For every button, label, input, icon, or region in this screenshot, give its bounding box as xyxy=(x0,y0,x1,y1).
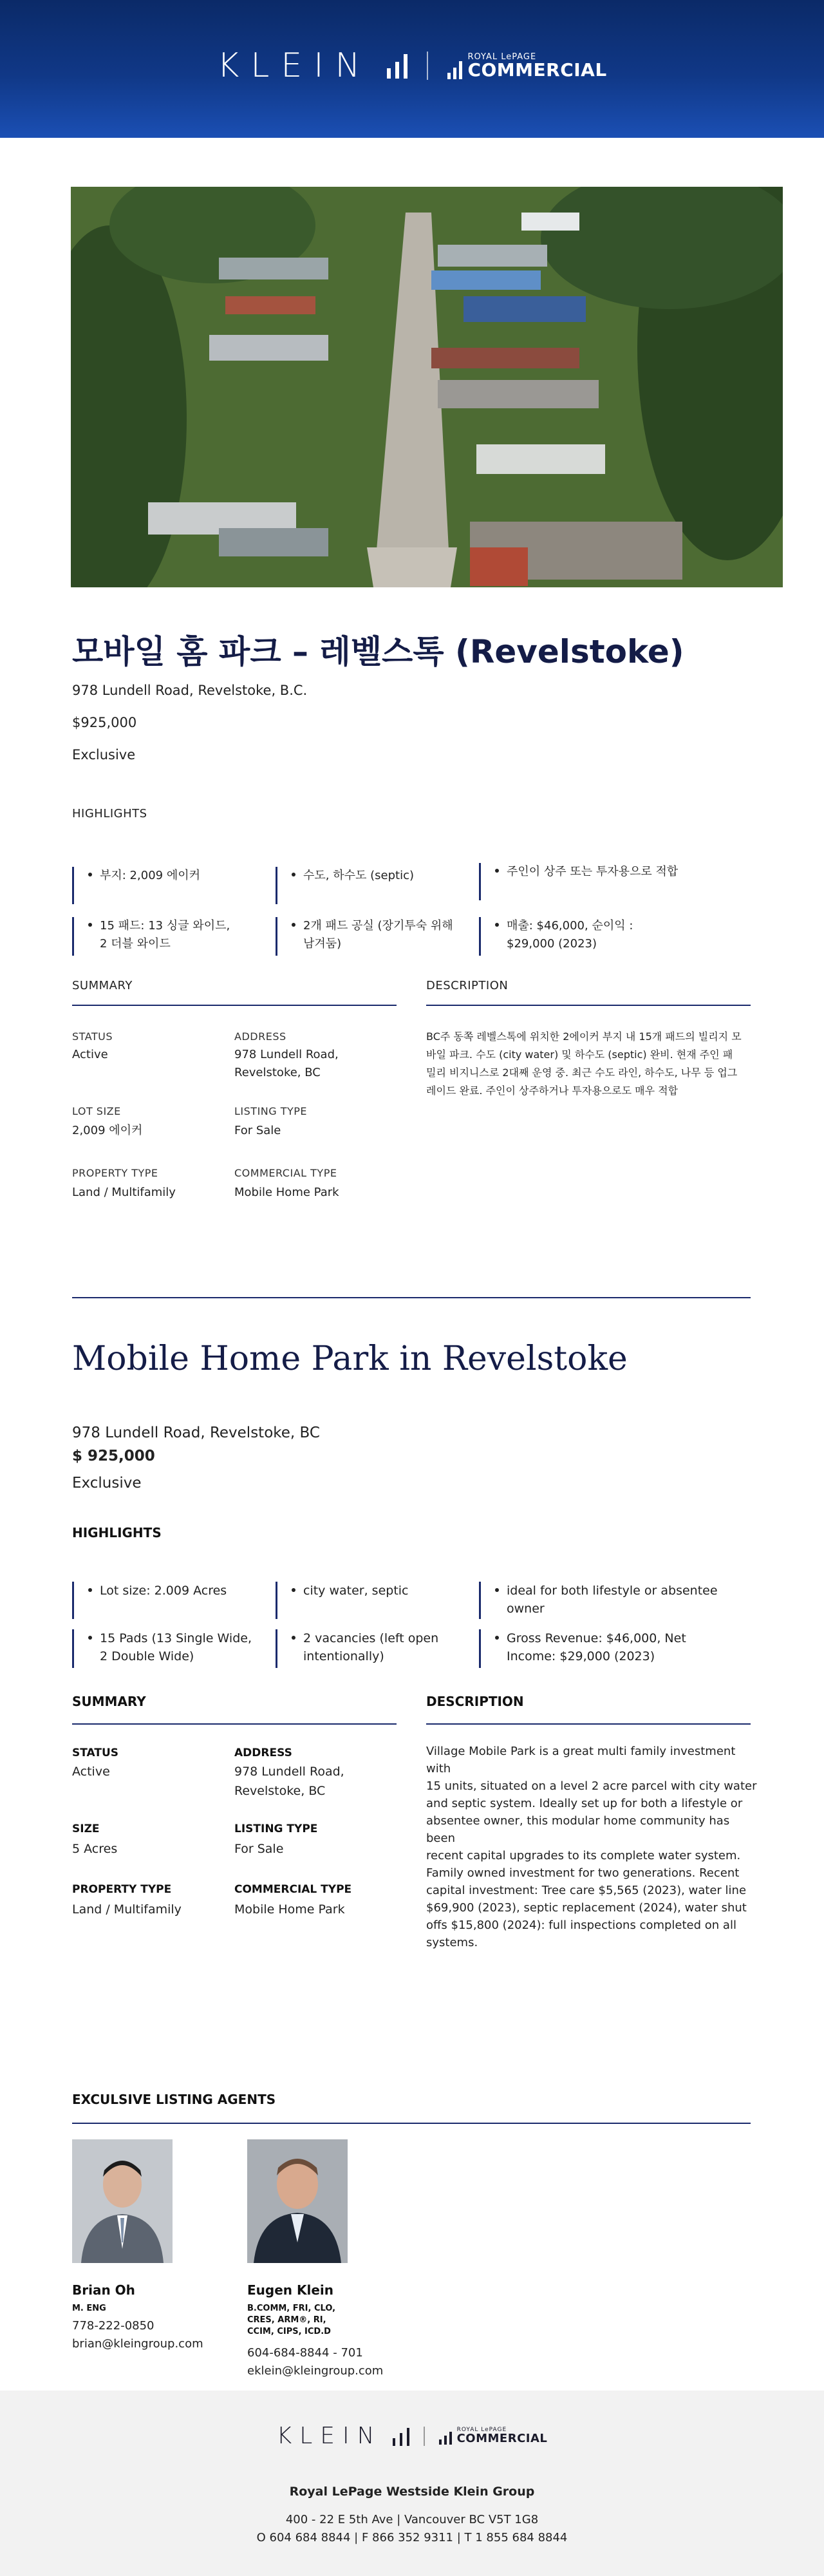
ko-listing-status: Exclusive xyxy=(72,747,136,762)
footer-klein-wordmark: KLEIN xyxy=(276,2423,382,2449)
en-address-value-2: Revelstoke, BC xyxy=(234,1784,326,1798)
en-listing-status: Exclusive xyxy=(72,1475,142,1492)
agent-phone[interactable]: 604-684-8844 - 701 xyxy=(247,2346,363,2360)
ko-description-heading: DESCRIPTION xyxy=(426,979,509,992)
ko-highlight-item: 2개 패드 공실 (장기투숙 위해 남겨둠) xyxy=(276,917,469,956)
ko-lot-value: 2,009 에이커 xyxy=(72,1124,143,1137)
rlp-line1: ROYAL LePAGE xyxy=(467,52,537,62)
en-highlight-item: city water, septic xyxy=(276,1582,469,1619)
klein-wordmark: KLEIN xyxy=(217,46,372,85)
en-highlight-item: 2 vacancies (left open intentionally) xyxy=(276,1629,469,1668)
ko-summary-rule xyxy=(72,1005,397,1006)
ko-ptype-value: Land / Multifamily xyxy=(72,1186,176,1199)
en-address-label: ADDRESS xyxy=(234,1747,292,1759)
ko-ptype-label: PROPERTY TYPE xyxy=(72,1167,158,1179)
ko-price: $925,000 xyxy=(72,715,137,730)
ko-description-rule xyxy=(426,1005,751,1006)
rlp-line2: COMMERCIAL xyxy=(467,59,607,80)
ko-address: 978 Lundell Road, Revelstoke, B.C. xyxy=(72,683,308,698)
ko-highlight-item: 부지: 2,009 에이커 xyxy=(72,867,265,904)
en-highlight-item: 15 Pads (13 Single Wide, 2 Double Wide) xyxy=(72,1629,272,1668)
en-status-value: Active xyxy=(72,1765,110,1779)
en-size-value: 5 Acres xyxy=(72,1842,118,1856)
ko-status-label: STATUS xyxy=(72,1030,113,1043)
agents-rule xyxy=(72,2123,751,2124)
logo-divider xyxy=(427,52,428,80)
agent-credentials: M. ENG xyxy=(72,2304,106,2313)
ko-summary-heading: SUMMARY xyxy=(72,979,133,992)
ko-address-label: ADDRESS xyxy=(234,1030,286,1043)
en-address-value-1: 978 Lundell Road, xyxy=(234,1765,344,1779)
ko-address-value-1: 978 Lundell Road, xyxy=(234,1048,339,1061)
ko-listing-value: For Sale xyxy=(234,1124,281,1137)
en-ptype-value: Land / Multifamily xyxy=(72,1902,182,1917)
en-ctype-label: COMMERCIAL TYPE xyxy=(234,1883,352,1896)
header-banner xyxy=(0,0,824,138)
footer-rlp-bars-icon xyxy=(439,2430,452,2445)
en-description-heading: DESCRIPTION xyxy=(426,1694,524,1709)
en-highlight-item: Lot size: 2.009 Acres xyxy=(72,1582,265,1619)
en-description-text: Village Mobile Park is a great multi family investment with 15 units, situated on a level 2 acre parcel with city water and septic system. Ideally set up for both a lifestyle or absentee owner, this modular home community has been recent capital upgrades to its complete water system. Family owned investment for two generations. Recent capital investment: Tree care $5,565 (2023), water line $69,900 (2023), septic replacement (2024), water shut offs $15,800 (2024): full inspections completed on all systems. xyxy=(426,1745,757,1949)
agent-email[interactable]: brian@kleingroup.com xyxy=(72,2337,203,2351)
footer-rlp-line1: ROYAL LePAGE xyxy=(456,2427,507,2433)
en-highlights-heading: HIGHLIGHTS xyxy=(72,1525,162,1540)
ko-highlight-item: 매출: $46,000, 순이익 : $29,000 (2023) xyxy=(479,917,685,956)
en-price: $ 925,000 xyxy=(72,1448,155,1464)
property-photo xyxy=(71,187,783,587)
section-divider xyxy=(72,1297,751,1298)
en-ctype-value: Mobile Home Park xyxy=(234,1902,345,1917)
footer-bars-icon xyxy=(393,2427,409,2446)
royal-lepage-logo xyxy=(447,53,606,79)
agents-heading: EXCULSIVE LISTING AGENTS xyxy=(72,2092,276,2107)
en-highlight-item: Gross Revenue: $46,000, Net Income: $29,000 (2023) xyxy=(479,1629,711,1668)
ko-ctype-value: Mobile Home Park xyxy=(234,1186,339,1199)
footer xyxy=(0,2391,824,2576)
agent-photo-eugen xyxy=(247,2139,348,2263)
agent-phone[interactable]: 778-222-0850 xyxy=(72,2319,154,2333)
ko-lot-label: LOT SIZE xyxy=(72,1105,121,1117)
en-listing-value: For Sale xyxy=(234,1842,284,1856)
ko-page-title: 모바일 홈 파크 – 레벨스톡 (Revelstoke) xyxy=(72,633,684,670)
footer-logo[interactable] xyxy=(0,2423,824,2449)
ko-highlight-item: 15 패드: 13 싱글 와이드, 2 더블 와이드 xyxy=(72,917,265,956)
agent-email[interactable]: eklein@kleingroup.com xyxy=(247,2364,384,2378)
en-summary-heading: SUMMARY xyxy=(72,1694,146,1709)
en-status-label: STATUS xyxy=(72,1747,119,1759)
person-icon xyxy=(72,2139,173,2263)
ko-status-value: Active xyxy=(72,1048,108,1061)
agent-credentials: B.COMM, FRI, CLO, CRES, ARM®, RI, CCIM, CIPS, ICD.D xyxy=(247,2304,336,2336)
brand-logo[interactable] xyxy=(217,46,606,85)
rlp-bars-icon xyxy=(447,60,462,79)
ko-highlight-item: 수도, 하수도 (septic) xyxy=(276,867,469,904)
ko-listing-label: LISTING TYPE xyxy=(234,1105,308,1117)
ko-ctype-label: COMMERCIAL TYPE xyxy=(234,1167,337,1179)
agent-photo-brian xyxy=(72,2139,173,2263)
ko-address-value-2: Revelstoke, BC xyxy=(234,1066,321,1079)
footer-company: Royal LePage Westside Klein Group xyxy=(289,2485,535,2499)
agent-name: Brian Oh xyxy=(72,2282,135,2298)
bars-icon xyxy=(387,53,407,79)
en-description-rule xyxy=(426,1723,751,1725)
aerial-photo-illustration xyxy=(71,187,783,587)
ko-highlight-item: 주인이 상주 또는 투자용으로 적합 xyxy=(479,863,749,900)
footer-contact: O 604 684 8844 | F 866 352 9311 | T 1 855 684 8844 xyxy=(256,2531,568,2544)
agent-name: Eugen Klein xyxy=(247,2282,333,2298)
en-listing-label: LISTING TYPE xyxy=(234,1823,318,1835)
en-address: 978 Lundell Road, Revelstoke, BC xyxy=(72,1425,320,1441)
ko-highlights-heading: HIGHLIGHTS xyxy=(72,807,147,820)
en-summary-rule xyxy=(72,1723,397,1725)
en-page-title: Mobile Home Park in Revelstoke xyxy=(72,1340,628,1378)
ko-description-text: BC주 동쪽 레벨스톡에 위치한 2에이커 부지 내 15개 패드의 빌리지 모 바일 파크. 수도 (city water) 및 하수도 (septic) 완비. 현재 주인 패 밀리 비지니스로 2대째 운영 중. 최근 수도 라인, 하수도, 나무 등 업그 레이드 완료. 주인이 상주하거나 투자용으로도 매우 적합 xyxy=(426,1030,742,1097)
en-highlight-item: ideal for both lifestyle or absentee owner xyxy=(479,1582,724,1619)
person-icon xyxy=(247,2139,348,2263)
en-ptype-label: PROPERTY TYPE xyxy=(72,1883,172,1896)
en-size-label: SIZE xyxy=(72,1823,100,1835)
footer-logo-divider xyxy=(424,2427,425,2446)
footer-rlp-line2: COMMERCIAL xyxy=(456,2432,548,2445)
footer-address: 400 - 22 E 5th Ave | Vancouver BC V5T 1G8 xyxy=(285,2513,539,2526)
footer-royal-lepage-logo xyxy=(439,2427,548,2445)
